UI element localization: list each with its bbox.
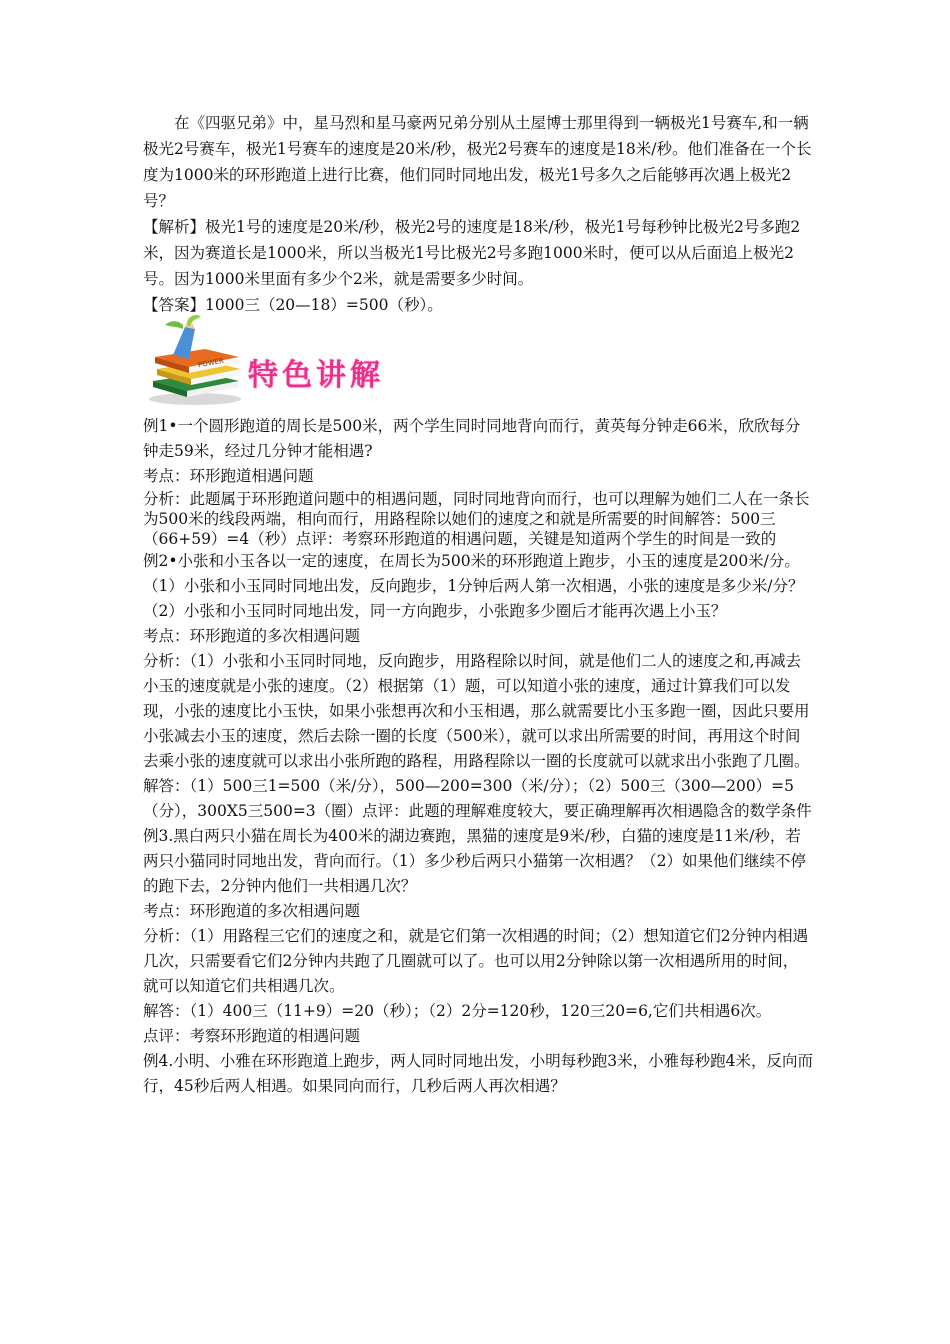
intro-analysis: 【解析】极光1号的速度是20米/秒，极光2号的速度是18米/秒，极光1号每秒钟比极光2号多跑2米，因为赛道长是1000米，所以当极光1号比极光2号多跑1000米时，便可以从后面追上极光2号。因为1000米里面有多少个2米，就是需要多少时间。 <box>143 218 801 288</box>
banner-title: 特色讲解 <box>248 358 384 393</box>
example-3-analysis: 分析：（1）用路程三它们的速度之和，就是它们第一次相遇的时间；（2）想知道它们2分钟内相遇几次，只需要看它们2分钟内共跑了几圈就可以了。也可以用2分钟除以第一次相遇所用的时间，就可以知道它们共相遇几次。 <box>143 927 809 995</box>
section-banner <box>143 315 403 407</box>
intro-answer: 【答案】1000三（20—18）=500（秒）。 <box>143 296 443 314</box>
example-1-question: 例1•一个圆形跑道的周长是500米，两个学生同时同地背向而行，黄英每分钟走66米，欣欣每分钟走59米，经过几分钟才能相遇? <box>143 417 801 460</box>
example-2-point: 考点：环形跑道的多次相遇问题 <box>143 627 361 645</box>
example-4-question: 例4.小明、小雅在环形跑道上跑步，两人同时同地出发，小明每秒跑3米，小雅每秒跑4米，反向而行，45秒后两人相遇。如果同向而行，几秒后两人再次相遇？ <box>143 1052 814 1095</box>
book-label: POWER <box>197 356 225 370</box>
example-1-analysis: 分析：此题属于环形跑道问题中的相遇问题，同时同地背向而行，也可以理解为她们二人在一条长为500米的线段两端，相向而行，用路程除以她们的速度之和就是所需要的时间解答：500三（66+59）=4（秒）点评：考察环形跑道的相遇问题，关键是知道两个学生的时间是一致的 <box>143 490 810 548</box>
example-3-point: 考点：环形跑道的多次相遇问题 <box>143 902 361 920</box>
example-1-point: 考点：环形跑道相遇问题 <box>143 467 314 485</box>
example-3-question: 例3.黑白两只小猫在周长为400米的湖边赛跑，黑猫的速度是9米/秒，白猫的速度是11米/秒，若两只小猫同时同地出发，背向而行。（1）多少秒后两只小猫第一次相遇？（2）如果他们继续不停的跑下去，2分钟内他们一共相遇几次？ <box>143 827 806 895</box>
example-3-comment: 点评：考察环形跑道的相遇问题 <box>143 1027 361 1045</box>
examples-section <box>143 414 813 1099</box>
example-3-answer: 解答：（1）400三（11+9）=20（秒）；（2）2分=120秒，120三20=6,它们共相遇6次。 <box>143 1002 772 1020</box>
example-2-analysis: 分析：（1）小张和小玉同时同地，反向跑步，用路程除以时间，就是他们二人的速度之和,再减去小玉的速度就是小张的速度。（2）根据第（1）题，可以知道小张的速度，通过计算我们可以发现，小张的速度比小玉快，如果小张想再次和小玉相遇，那么就需要比小玉多跑一圈，因此只要用小张减去小玉的速度，然后去除一圈的长度（500米），就可以求出所需要的时间，再用这个时间去乘小张的速度就可以求出小张所跑的路程，用路程除以一圈的长度就可以就求出小张跑了几圈。 <box>143 652 810 770</box>
intro-section <box>143 110 813 318</box>
intro-problem: 在《四驱兄弟》中，星马烈和星马豪两兄弟分别从土屋博士那里得到一辆极光1号赛车,和一辆极光2号赛车，极光1号赛车的速度是20米/秒，极光2号赛车的速度是18米/秒。他们准备在一个长度为1000米的环形跑道上进行比赛，他们同时同地出发，极光1号多久之后能够再次遇上极光2号？ <box>143 114 812 210</box>
example-2-answer: 解答：（1）500三1=500（米/分），500—200=300（米/分）；（2）500三（300—200）=5（分），300X5三500=3（圈）点评：此题的理解难度较大，要正确理解再次相遇隐含的数学条件 <box>143 777 812 820</box>
example-2-question: 例2•小张和小玉各以一定的速度，在周长为500米的环形跑道上跑步，小玉的速度是200米/分。（1）小张和小玉同时同地出发，反向跑步，1分钟后两人第一次相遇，小张的速度是多少米/分？（2）小张和小玉同时同地出发，同一方向跑步，小张跑多少圈后才能再次遇上小玉？ <box>143 552 804 620</box>
